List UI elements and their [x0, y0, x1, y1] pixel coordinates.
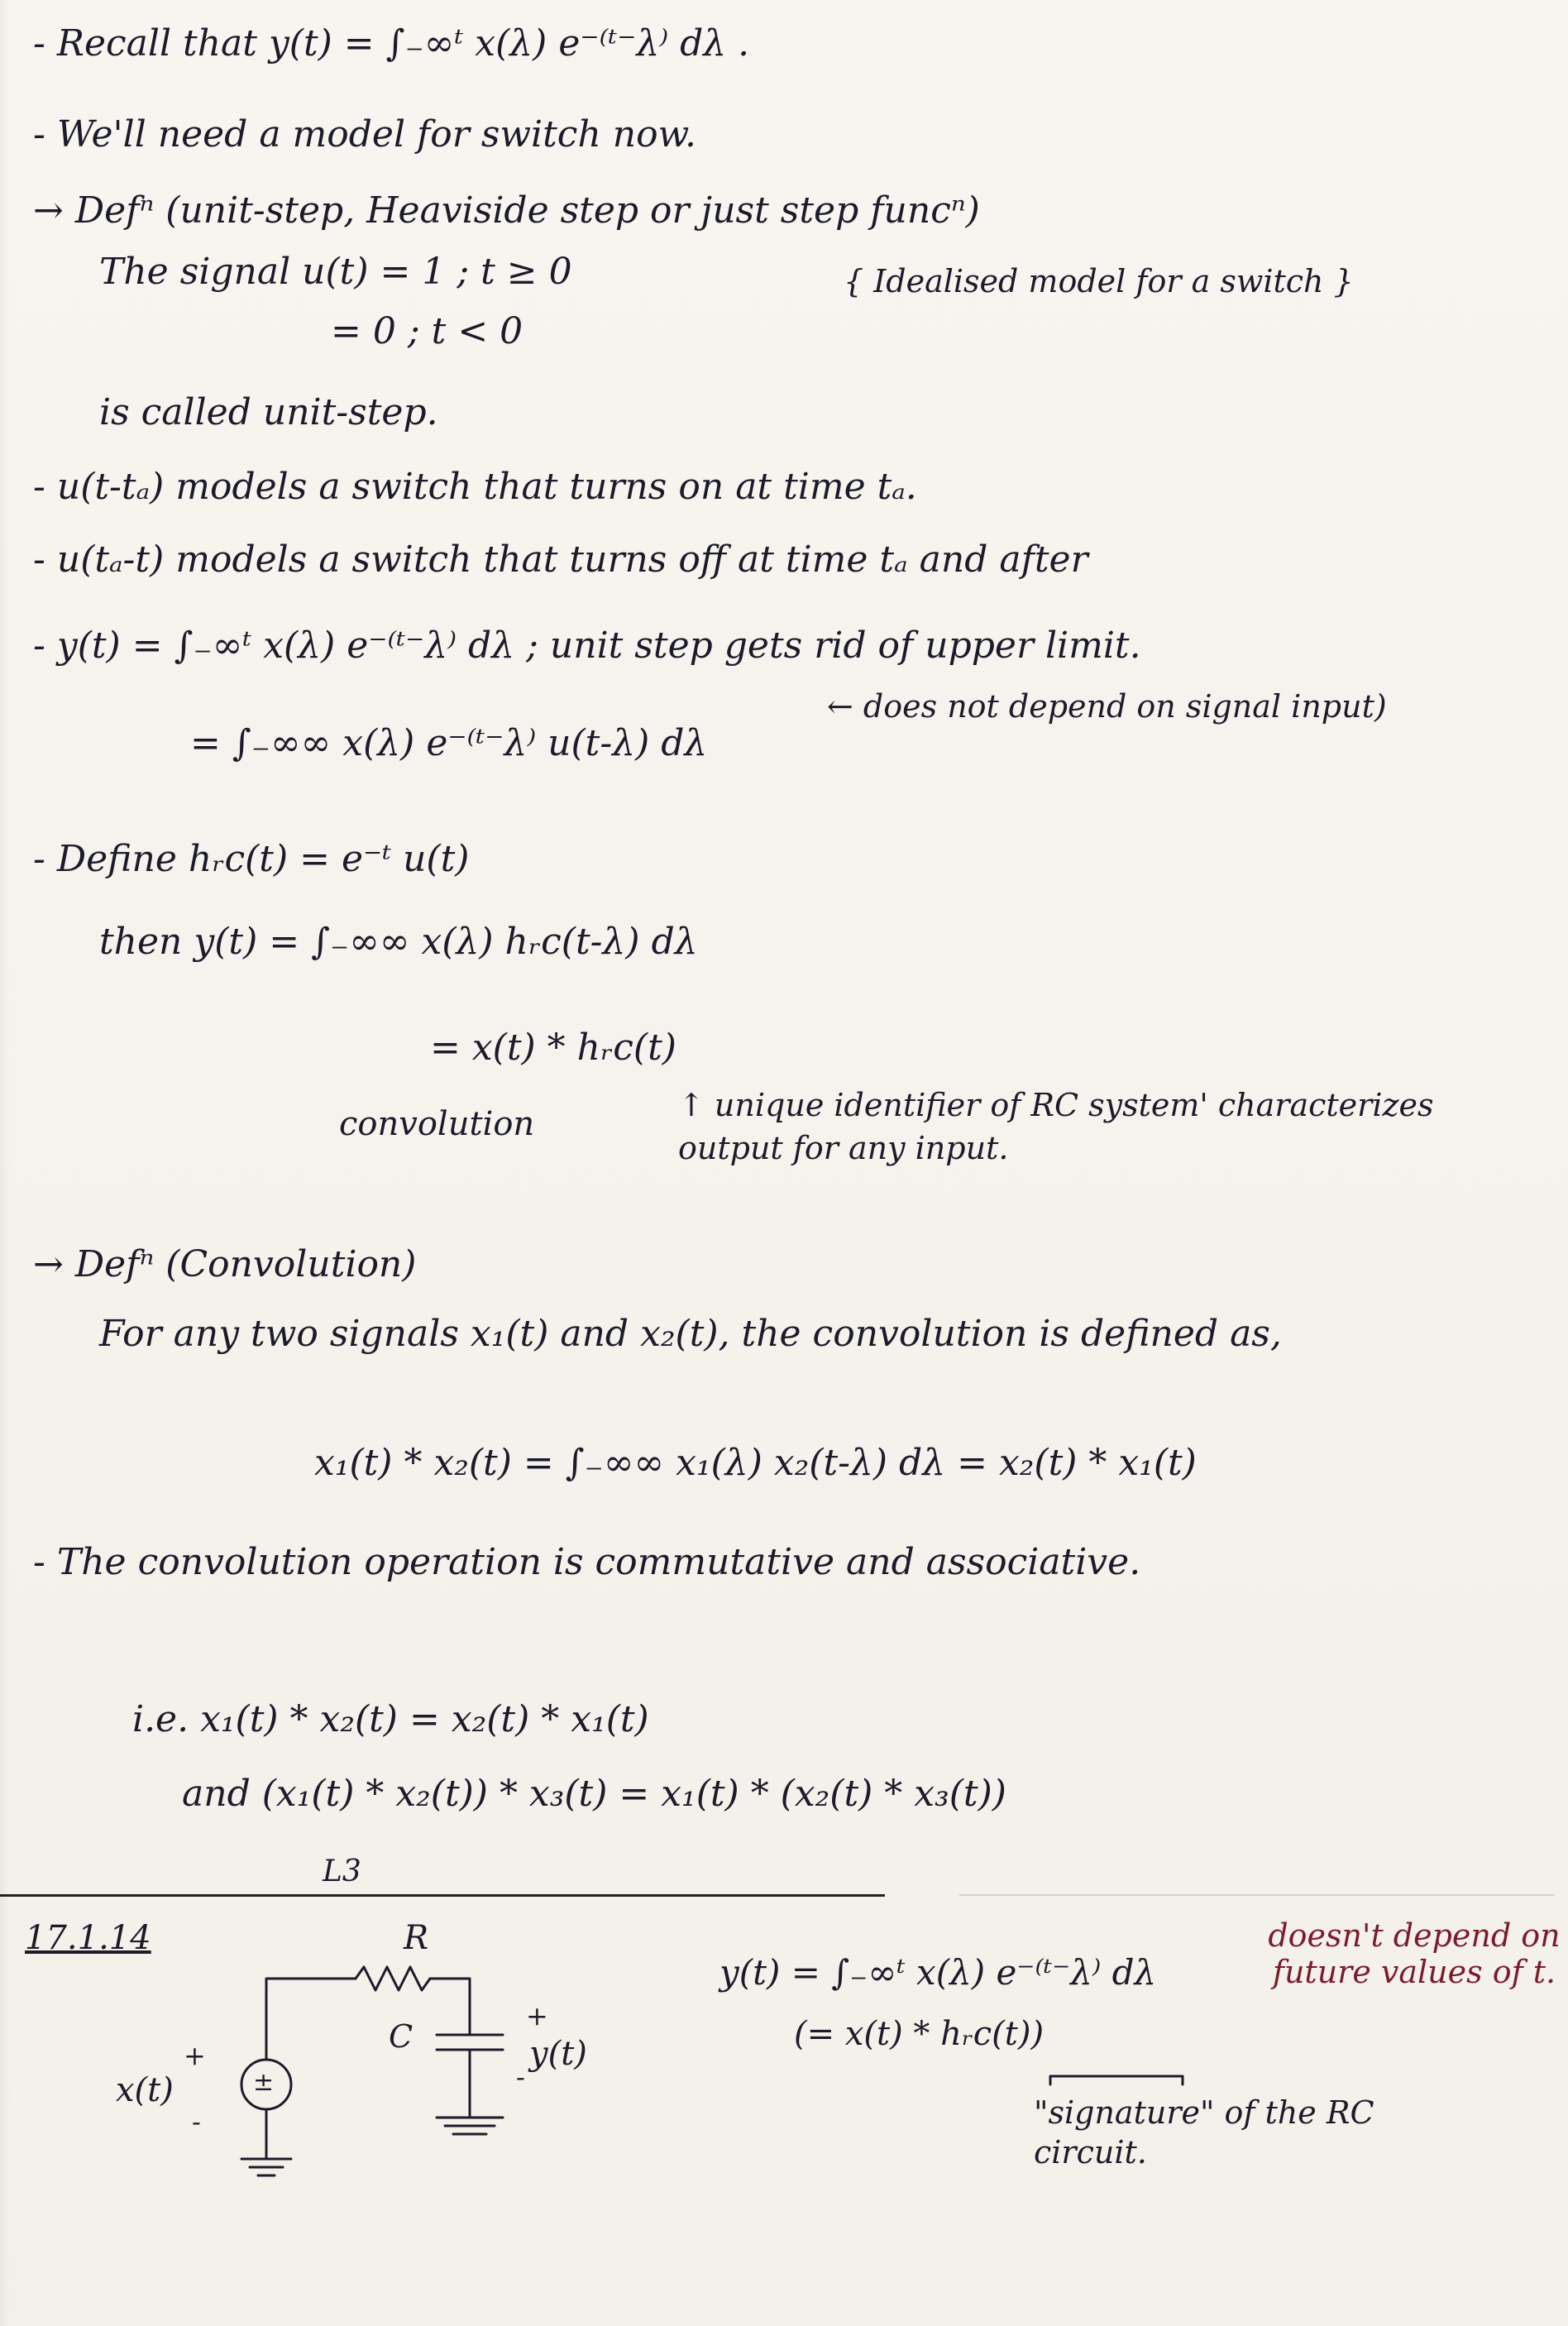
note-line-commutative: - The convolution operation is commutative and associative.: [33, 1541, 1141, 1583]
footer-equation: y(t) = ∫₋∞ᵗ x(λ) e⁻⁽ᵗ⁻λ⁾ dλ: [719, 1952, 1157, 1993]
note-line-associative-eq: and (x₁(t) * x₂(t)) * x₃(t) = x₁(t) * (x₂(t) * x₃(t)): [182, 1773, 1006, 1815]
note-line-then-y: then y(t) = ∫₋∞∞ x(λ) hᵣc(t-λ) dλ: [99, 921, 698, 963]
footer-note-future: doesn't depend on future values of t.: [1268, 1917, 1561, 1990]
note-line-commutative-eq: i.e. x₁(t) * x₂(t) = x₂(t) * x₁(t): [132, 1698, 649, 1740]
circuit-wire-left: [266, 1979, 356, 2060]
note-line-y-integral: - y(t) = ∫₋∞ᵗ x(λ) e⁻⁽ᵗ⁻λ⁾ dλ ; unit step gets rid of upper limit.: [33, 625, 1141, 667]
source-symbol: ±: [253, 2068, 275, 2097]
note-convolution-label: convolution: [339, 1105, 535, 1143]
ground-icon-cap: [437, 2118, 503, 2134]
note-line-def-unit-step: → Defⁿ (unit-step, Heaviside step or just step funcⁿ): [33, 189, 980, 232]
note-date: 17.1.14: [25, 1919, 151, 1957]
input-minus: -: [192, 2106, 201, 2137]
note-unique-identifier: ↑ unique identifier of RC system' characterizes output for any input.: [678, 1087, 1434, 1166]
resistor-icon: [356, 1967, 430, 1990]
note-does-not-depend: ← does not depend on signal input): [827, 688, 1387, 725]
note-line-convolution-eq: = x(t) * hᵣc(t): [430, 1027, 676, 1069]
note-line-def-convolution: → Defⁿ (Convolution): [33, 1243, 417, 1285]
resistor-label: R: [404, 1919, 429, 1957]
note-line-called-unit-step: is called unit-step.: [99, 391, 438, 433]
input-plus: +: [184, 2040, 206, 2071]
note-line-two-signals: For any two signals x₁(t) and x₂(t), the convolution is defined as,: [99, 1313, 1282, 1355]
capacitor-label: C: [389, 2018, 414, 2055]
page-number: L3: [323, 1855, 361, 1888]
output-minus: -: [516, 2061, 525, 2093]
note-line-switch-on: - u(t-tₐ) models a switch that turns on at time tₐ.: [33, 466, 917, 508]
note-line-switch-off: - u(tₐ-t) models a switch that turns off at time tₐ and after: [33, 538, 1088, 581]
output-label: y(t): [529, 2035, 587, 2073]
note-line-unit-step-1: The signal u(t) = 1 ; t ≥ 0: [99, 251, 572, 293]
note-idealised-switch: { Idealised model for a switch }: [844, 263, 1354, 299]
circuit-wire-top: [430, 1979, 470, 2035]
footer-equation-convolution: (= x(t) * hᵣc(t)): [794, 2015, 1045, 2053]
note-line-model-switch: - We'll need a model for switch now.: [33, 113, 697, 156]
note-line-unit-step-0: = 0 ; t < 0: [331, 310, 523, 352]
signature-bracket: [1050, 2076, 1183, 2084]
input-label: x(t): [116, 2071, 174, 2109]
note-line-recall: - Recall that y(t) = ∫₋∞ᵗ x(λ) e⁻⁽ᵗ⁻λ⁾ dλ .: [33, 22, 750, 65]
footer-signature-note: "signature" of the RC circuit.: [1034, 2094, 1374, 2170]
note-line-y-unit-step: = ∫₋∞∞ x(λ) e⁻⁽ᵗ⁻λ⁾ u(t-λ) dλ: [190, 722, 708, 764]
note-line-convolution-def: x₁(t) * x₂(t) = ∫₋∞∞ x₁(λ) x₂(t-λ) dλ = x₂(t) * x₁(t): [314, 1442, 1197, 1484]
ground-icon-source: [241, 2159, 291, 2175]
output-plus: +: [526, 2000, 548, 2032]
note-line-define-hrc: - Define hᵣc(t) = e⁻ᵗ u(t): [33, 838, 470, 880]
